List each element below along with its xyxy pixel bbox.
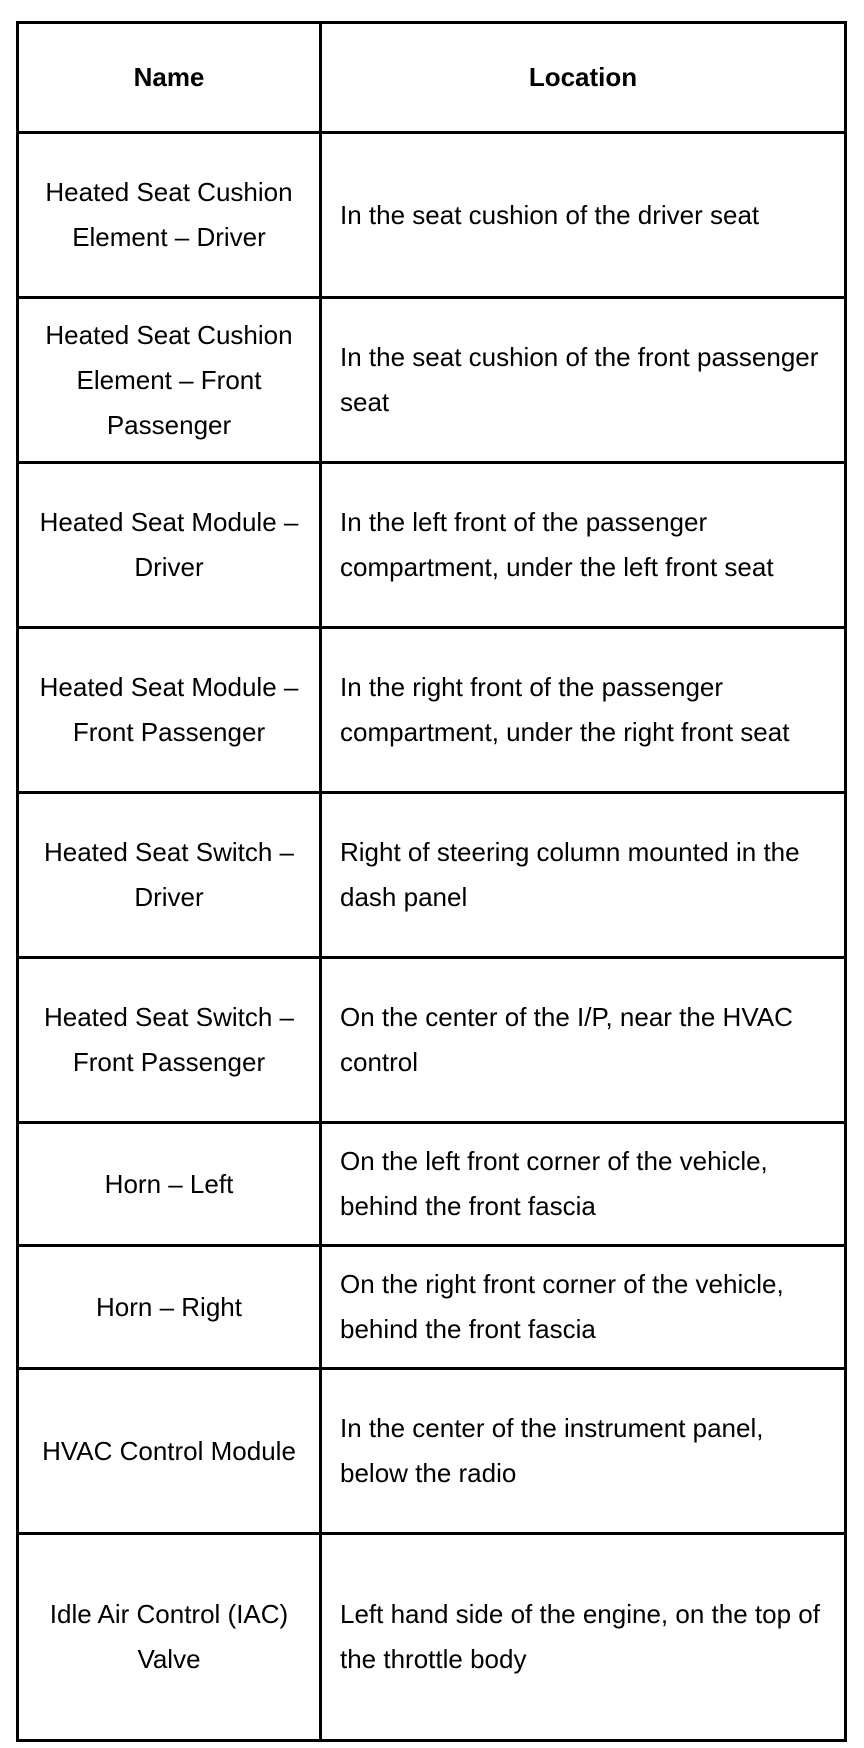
component-name-cell: Heated Seat Module – Front Passenger <box>18 628 321 793</box>
table-row <box>18 133 846 298</box>
component-location-cell: On the left front corner of the vehicle, behind the front fascia <box>321 1123 846 1246</box>
table-row <box>18 628 846 793</box>
column-header-location: Location <box>321 23 846 133</box>
table-row <box>18 958 846 1123</box>
table-row <box>18 1246 846 1369</box>
table-row <box>18 793 846 958</box>
table-row <box>18 1534 846 1741</box>
component-name-cell: Heated Seat Cushion Element – Front Passenger <box>18 298 321 463</box>
table-row <box>18 298 846 463</box>
component-location-cell: In the seat cushion of the front passenger seat <box>321 298 846 463</box>
component-name-cell: Horn – Right <box>18 1246 321 1369</box>
component-name-cell: Heated Seat Switch – Driver <box>18 793 321 958</box>
component-location-cell: In the left front of the passenger compartment, under the left front seat <box>321 463 846 628</box>
table-row <box>18 1369 846 1534</box>
component-name-cell: HVAC Control Module <box>18 1369 321 1534</box>
component-location-cell: In the right front of the passenger compartment, under the right front seat <box>321 628 846 793</box>
component-name-cell: Heated Seat Cushion Element – Driver <box>18 133 321 298</box>
table-row <box>18 463 846 628</box>
component-name-cell: Horn – Left <box>18 1123 321 1246</box>
component-location-cell: In the center of the instrument panel, below the radio <box>321 1369 846 1534</box>
component-location-table <box>16 21 847 1742</box>
component-location-cell: Right of steering column mounted in the dash panel <box>321 793 846 958</box>
table-row <box>18 1123 846 1246</box>
component-location-cell: In the seat cushion of the driver seat <box>321 133 846 298</box>
component-name-cell: Idle Air Control (IAC) Valve <box>18 1534 321 1741</box>
component-name-cell: Heated Seat Switch – Front Passenger <box>18 958 321 1123</box>
component-location-cell: Left hand side of the engine, on the top of the throttle body <box>321 1534 846 1741</box>
component-location-cell: On the right front corner of the vehicle, behind the front fascia <box>321 1246 846 1369</box>
column-header-name: Name <box>18 23 321 133</box>
component-location-cell: On the center of the I/P, near the HVAC control <box>321 958 846 1123</box>
component-name-cell: Heated Seat Module – Driver <box>18 463 321 628</box>
header-row <box>18 23 846 133</box>
